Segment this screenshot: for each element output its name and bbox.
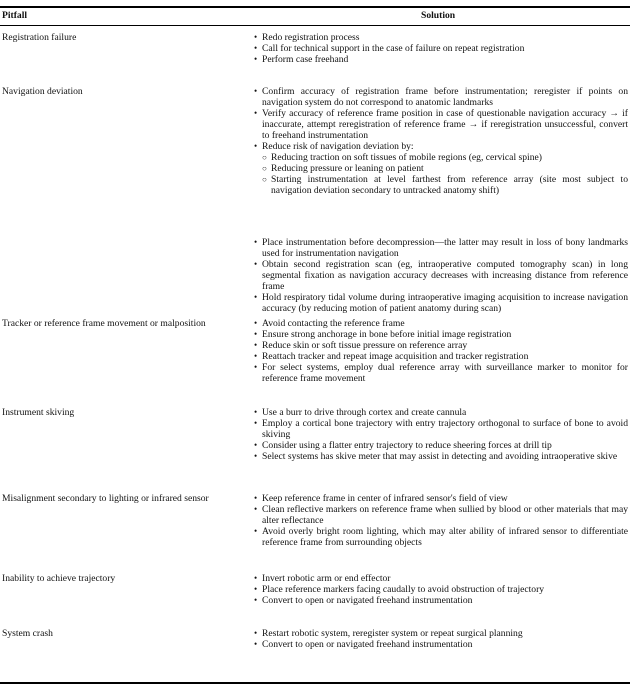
hollow-bullet-icon: ○ [262, 164, 267, 173]
bullet-icon: • [254, 86, 258, 96]
bullet-icon: • [254, 639, 258, 649]
bullet-icon: • [254, 108, 258, 118]
bullet-icon: • [254, 440, 258, 450]
bullet-text: Avoid contacting the reference frame [262, 318, 405, 329]
bullet-icon: • [254, 32, 258, 42]
bullet-text: Consider using a flatter entry trajectory to reduce sheering forces at drill tip [262, 440, 552, 451]
hollow-bullet-icon: ○ [262, 175, 267, 184]
bullet-item [254, 504, 628, 526]
bullet-icon: • [254, 362, 258, 372]
bullet-text: Reducing pressure or leaning on patient [271, 163, 424, 174]
bullet-text: Convert to open or navigated freehand instrumentation [262, 639, 473, 650]
bullet-item [254, 493, 628, 504]
sub-bullet-item [262, 174, 628, 196]
bullet-text: Reduce risk of navigation deviation by: [262, 141, 414, 152]
bullet-icon: • [254, 584, 258, 594]
table-row-pitfall: System crash [2, 628, 53, 639]
bullet-icon: • [254, 141, 258, 151]
bullet-text: Reduce skin or soft tissue pressure on reference array [262, 340, 468, 351]
bullet-icon: • [254, 340, 258, 350]
bullet-icon: • [254, 504, 258, 514]
bullet-item [254, 451, 628, 462]
bullet-item [254, 329, 628, 340]
bullet-item [254, 407, 628, 418]
bullet-item [254, 639, 628, 650]
table-row-pitfall: Registration failure [2, 32, 77, 43]
bullet-text: Keep reference frame in center of infrared sensor's field of view [262, 493, 508, 504]
bullet-item [254, 141, 628, 152]
bottom-rule [0, 682, 630, 684]
bullet-item [254, 43, 628, 54]
bullet-text: Verify accuracy of reference frame position in case of questionable navigation accuracy → if inaccurate, attempt reregistration of reference frame → if reregistration unsuccessful, convert to freehand instrumentation [262, 108, 628, 141]
bullet-text: Ensure strong anchorage in bone before initial image registration [262, 329, 512, 340]
bullet-text: Hold respiratory tidal volume during intraoperative imaging acquisition to increase navigation accuracy (by reducing motion of patient anatomy during scan) [262, 292, 628, 314]
bullet-item [254, 573, 628, 584]
bullet-icon: • [254, 493, 258, 503]
bullet-icon: • [254, 595, 258, 605]
bullet-item [254, 418, 628, 440]
pitfall-column-header: Pitfall [2, 10, 28, 21]
bullet-icon: • [254, 451, 258, 461]
bullet-text: Clean reflective markers on reference frame when sullied by blood or other materials that may alter reflectance [262, 504, 628, 526]
bullet-text: Reducing traction on soft tissues of mobile regions (eg, cervical spine) [271, 152, 542, 163]
bullet-text: Avoid overly bright room lighting, which may alter ability of infrared sensor to differentiate reference frame from surrounding objects [262, 526, 628, 548]
bullet-icon: • [254, 351, 258, 361]
bullet-item [254, 351, 628, 362]
solution-block [254, 407, 628, 462]
bullet-text: Redo registration process [262, 32, 360, 43]
bullet-icon: • [254, 628, 258, 638]
solution-block [254, 86, 628, 196]
bullet-item [254, 292, 628, 314]
bullet-icon: • [254, 526, 258, 536]
solution-block [254, 573, 628, 606]
bullet-item [254, 108, 628, 141]
bullet-text: Convert to open or navigated freehand instrumentation [262, 595, 473, 606]
bullet-text: Place instrumentation before decompression—the latter may result in loss of bony landmarks used for instrumentation navigation [262, 237, 628, 259]
bullet-icon: • [254, 43, 258, 53]
bullet-icon: • [254, 329, 258, 339]
bullet-text: Obtain second registration scan (eg, intraoperative computed tomography scan) in long segmental fixation as navigation accuracy decreases with increasing distance from reference frame [262, 259, 628, 292]
bullet-text: Reattach tracker and repeat image acquisition and tracker registration [262, 351, 529, 362]
solution-column-header: Solution [421, 10, 456, 21]
solution-block [254, 237, 628, 314]
bullet-text: Restart robotic system, reregister system or repeat surgical planning [262, 628, 523, 639]
bullet-icon: • [254, 573, 258, 583]
bullet-item [254, 628, 628, 639]
bullet-item [254, 595, 628, 606]
solution-block [254, 32, 628, 65]
table-row-pitfall: Inability to achieve trajectory [2, 573, 116, 584]
bullet-text: For select systems, employ dual reference array with surveillance marker to monitor for reference frame movement [262, 362, 628, 384]
solution-block [254, 628, 628, 650]
bullet-item [254, 526, 628, 548]
solution-block [254, 318, 628, 384]
bullet-text: Perform case freehand [262, 54, 349, 65]
bullet-icon: • [254, 237, 258, 247]
bullet-text: Use a burr to drive through cortex and create cannula [262, 407, 467, 418]
table-row-pitfall: Misalignment secondary to lighting or infrared sensor [2, 493, 209, 504]
bullet-text: Confirm accuracy of registration frame before instrumentation; reregister if points on navigation system do not correspond to anatomic landmarks [262, 86, 628, 108]
bullet-item [254, 340, 628, 351]
bullet-item [254, 86, 628, 108]
bullet-icon: • [254, 418, 258, 428]
bullet-icon: • [254, 407, 258, 417]
bullet-item [254, 318, 628, 329]
bullet-item [254, 54, 628, 65]
table-row-pitfall: Navigation deviation [2, 86, 83, 97]
table-row-pitfall: Tracker or reference frame movement or malposition [2, 318, 206, 329]
bullet-text: Invert robotic arm or end effector [262, 573, 391, 584]
solution-block [254, 493, 628, 548]
bullet-icon: • [254, 292, 258, 302]
bullet-item [254, 440, 628, 451]
bullet-text: Call for technical support in the case of failure on repeat registration [262, 43, 525, 54]
bullet-icon: • [254, 318, 258, 328]
sub-bullet-item [262, 152, 628, 163]
table-row-pitfall: Instrument skiving [2, 407, 75, 418]
bullet-text: Starting instrumentation at level farthest from reference array (site most subject to navigation deviation secondary to untracked anatomy shift) [271, 174, 628, 196]
bullet-item [254, 584, 628, 595]
bullet-item [254, 362, 628, 384]
bullet-text: Place reference markers facing caudally to avoid obstruction of trajectory [262, 584, 545, 595]
hollow-bullet-icon: ○ [262, 153, 267, 162]
sub-bullet-item [262, 163, 628, 174]
header-rule [0, 25, 630, 26]
bullet-item [254, 32, 628, 43]
bullet-icon: • [254, 54, 258, 64]
bullet-text: Employ a cortical bone trajectory with entry trajectory orthogonal to surface of bone to avoid skiving [262, 418, 628, 440]
bullet-text: Select systems has skive meter that may assist in detecting and avoiding intraoperative skive [262, 451, 618, 462]
bullet-item [254, 237, 628, 259]
top-rule [0, 6, 630, 8]
bullet-icon: • [254, 259, 258, 269]
bullet-item [254, 259, 628, 292]
